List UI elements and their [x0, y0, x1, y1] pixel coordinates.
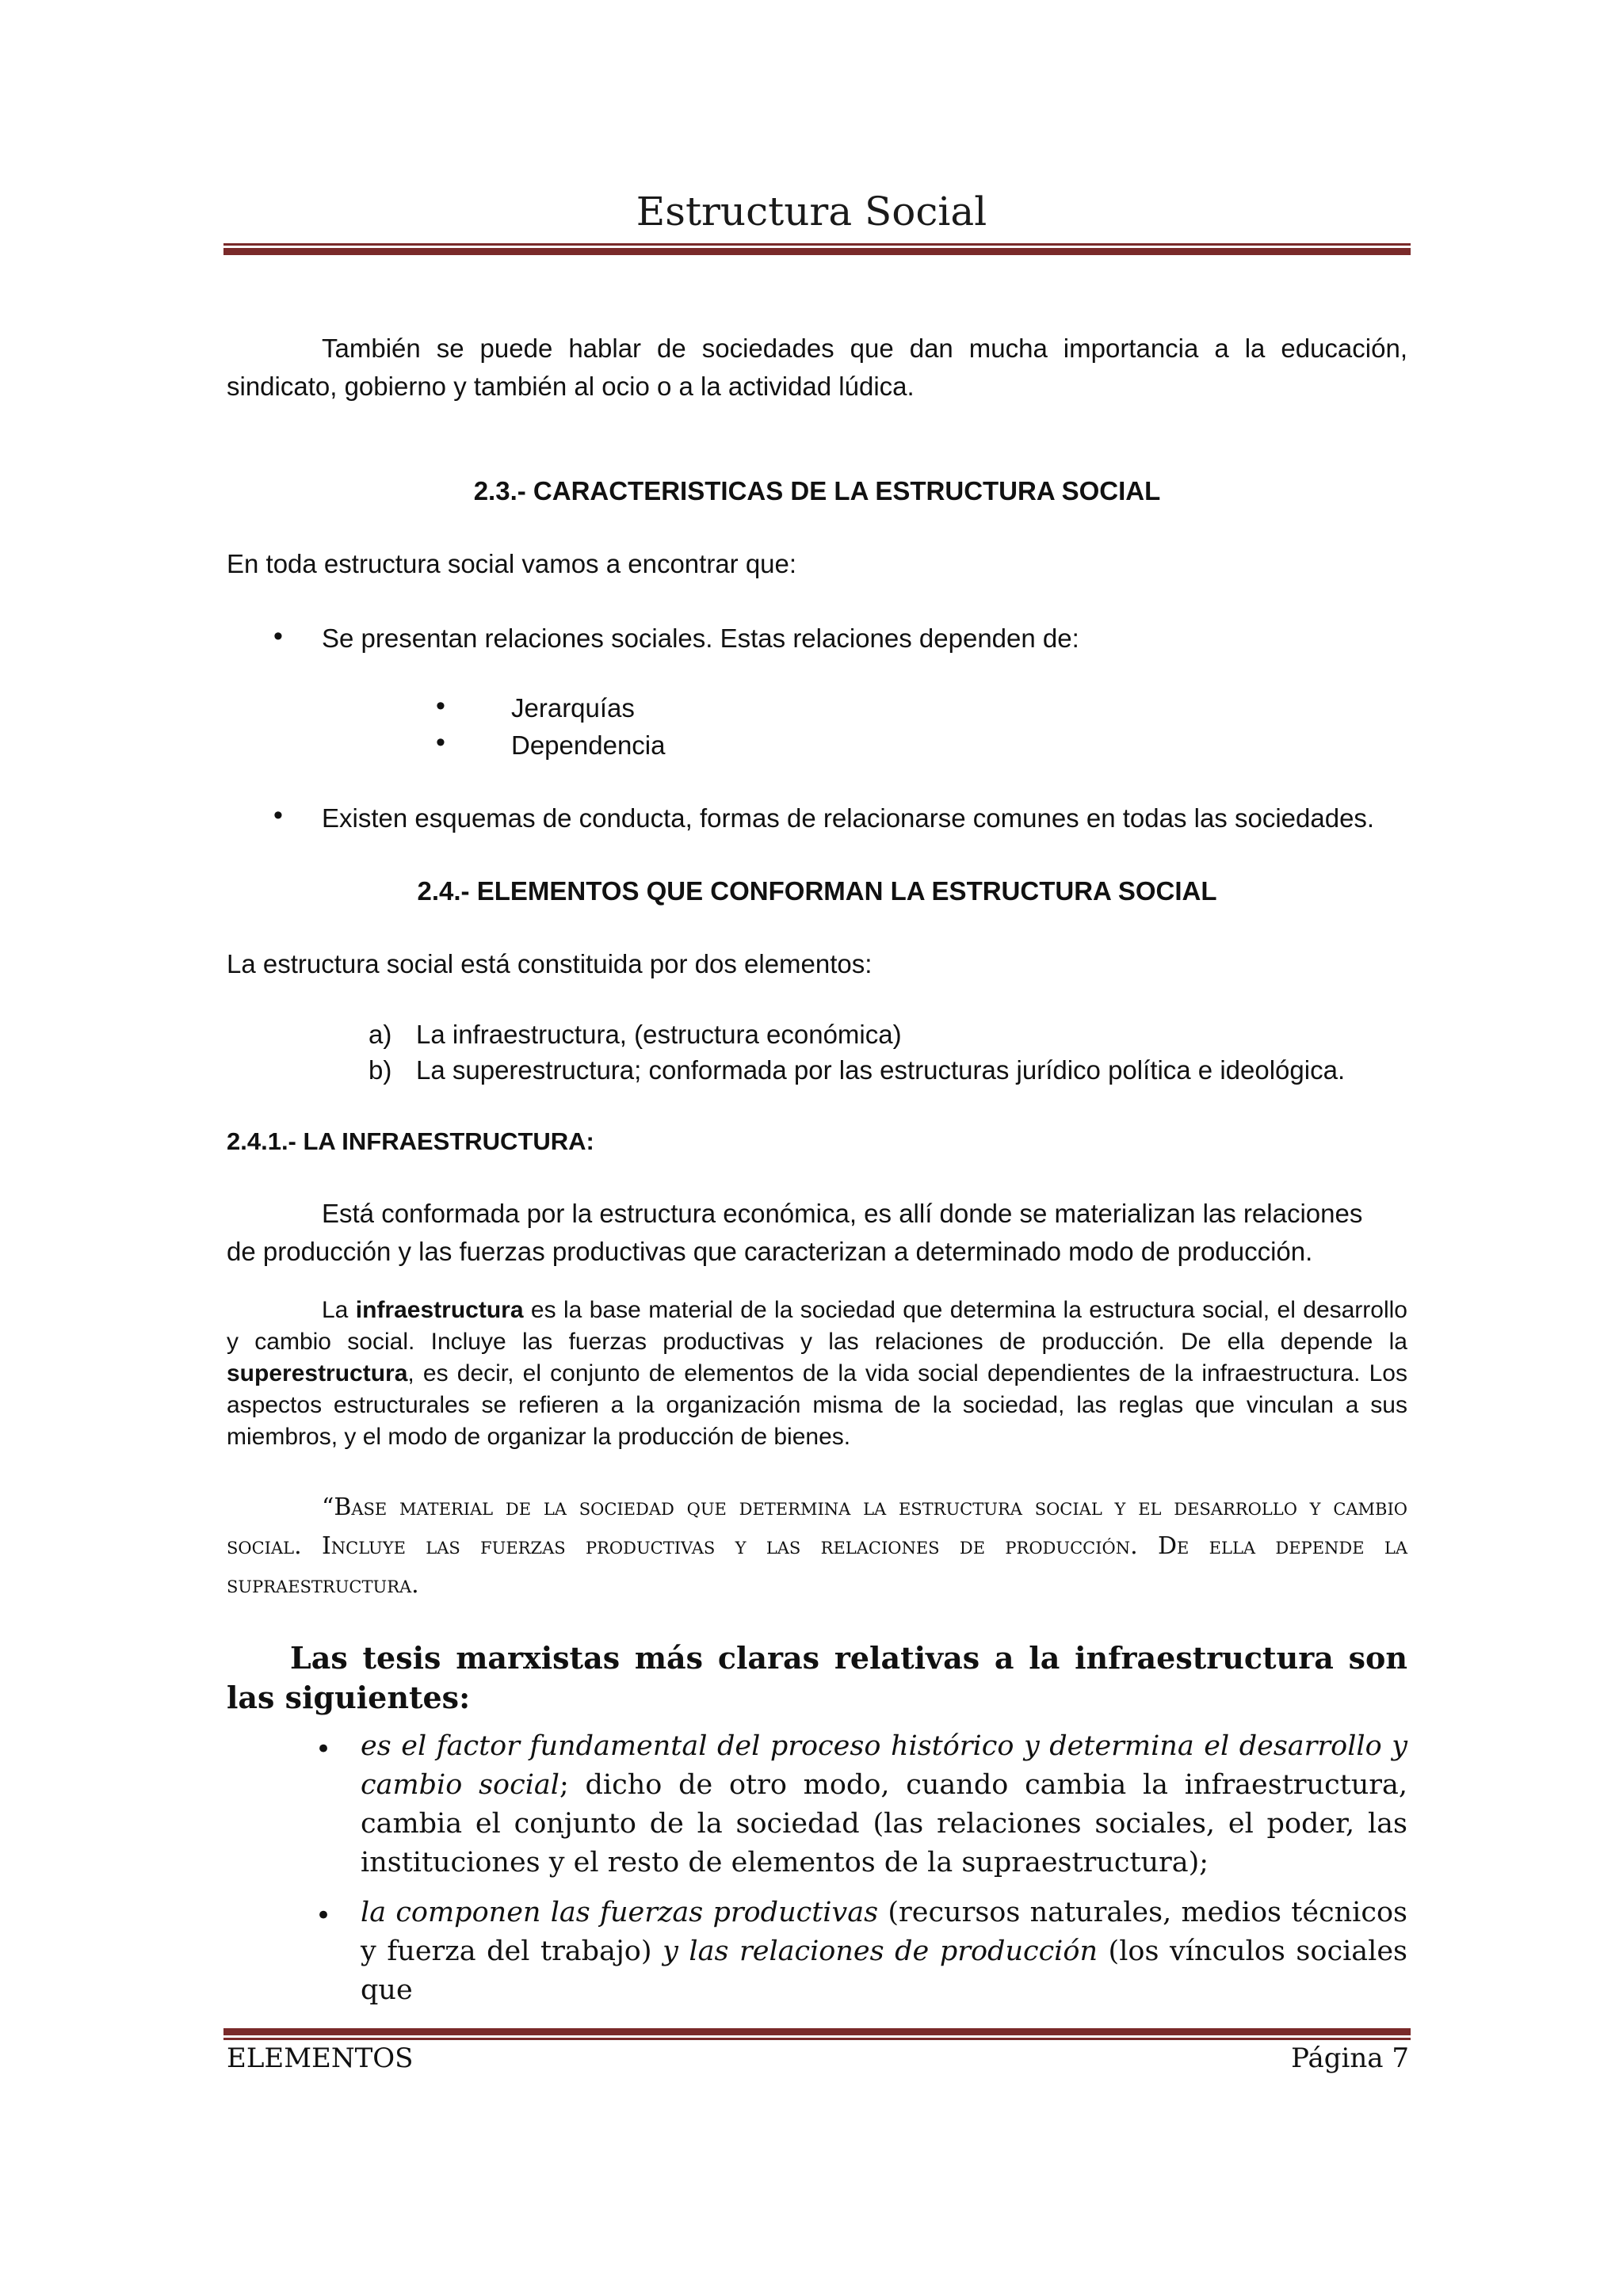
theses-bullet-2 [361, 1894, 1407, 2010]
thesis-2-italic-2: y las relaciones de producción [651, 1936, 1098, 1967]
thesis-2-text-1: (recursos naturales, medios técnicos y fuerza del trabajo) [361, 1897, 1407, 1967]
bullet-dot: • [273, 800, 283, 830]
p2-bold-infraestructura: infraestructura [355, 1297, 524, 1323]
p2-text: La [322, 1297, 356, 1323]
theses-heading: Las tesis marxistas más claras relativas a la infraestructura son las siguientes: [227, 1640, 1407, 1715]
intro-paragraph: También se puede hablar de sociedades que dan mucha importancia a la educación, sindicato, gobierno y también al ocio o a la actividad lúdica. [227, 334, 1407, 401]
section-2-3-bullet-2: Existen esquemas de conducta, formas de relacionarse comunes en todas las sociedades. [322, 803, 1375, 833]
p2-text: , es decir, el conjunto de elementos de la vida social dependientes de la infraestructura. Los aspectos estructurales se refieren a la organización misma de la sociedad, las reglas que vinculan a sus miembros, y el modo de organizar la producción de bienes. [227, 1360, 1407, 1450]
list-item-infraestructura: La infraestructura, (estructura económica) [416, 1020, 902, 1049]
section-2-3-lead: En toda estructura social vamos a encontrar que: [227, 549, 797, 578]
section-2-3-heading: 2.3.- CARACTERISTICAS DE LA ESTRUCTURA SOCIAL [473, 476, 1161, 505]
thesis-1-italic: es el factor fundamental del proceso histórico y determina el desarrollo y cambio social [361, 1730, 1407, 1801]
sub-bullet-dot: • [436, 727, 445, 757]
list-marker-b: b) [369, 1055, 392, 1085]
header-rule-thick [223, 248, 1411, 255]
list-item-superestructura: La superestructura; conformada por las estructuras jurídico política e ideológica. [416, 1055, 1346, 1085]
list-marker-a: a) [369, 1020, 392, 1049]
footer-section-label: ELEMENTOS [227, 2042, 414, 2074]
section-2-4-1-heading: 2.4.1.- LA INFRAESTRUCTURA: [227, 1127, 594, 1155]
header-rule-thin [223, 243, 1411, 246]
section-2-4-heading: 2.4.- ELEMENTOS QUE CONFORMAN LA ESTRUCTURA SOCIAL [417, 876, 1217, 906]
footer-page-number: Página 7 [1291, 2042, 1409, 2074]
sub-item-dependencia: Dependencia [511, 730, 666, 760]
header-title: Estructura Social [636, 189, 987, 235]
bullet-dot: • [273, 621, 283, 651]
thesis-2-text-2: (los vínculos sociales que [361, 1936, 1408, 2006]
thesis-2-italic-1: la componen las fuerzas productivas [361, 1897, 879, 1928]
sub-item-jerarquias: Jerarquías [511, 693, 635, 723]
infra-quote: “Base material de la sociedad que determina la estructura social y el desarrollo y cambio social. Incluye las fuerzas productivas y las relaciones de producción. De ella depende la supraestructura. [227, 1493, 1407, 1599]
footer-rule-thick [223, 2028, 1411, 2035]
section-2-3-bullet-1: Se presentan relaciones sociales. Estas relaciones dependen de: [322, 624, 1079, 653]
bullet-dot: • [315, 1733, 332, 1765]
theses-bullet-1 [361, 1727, 1407, 1882]
footer-rule-thin [223, 2038, 1411, 2040]
infra-paragraph-1: Está conformada por la estructura económica, es allí donde se materializan las relaciones de producción y las fuerzas productivas que caracterizan a determinado modo de producción. [227, 1199, 1363, 1266]
infra-paragraph-2 [227, 1295, 1407, 1453]
p2-text: es la base material de la sociedad que determina la estructura social, el desarrollo y cambio social. Incluye las fuerzas productivas y las relaciones de producción. De ella depende la [227, 1297, 1407, 1355]
section-2-4-lead: La estructura social está constituida por dos elementos: [227, 949, 873, 978]
bullet-dot: • [315, 1900, 332, 1932]
p2-bold-superestructura: superestructura [227, 1360, 408, 1386]
sub-bullet-dot: • [436, 691, 445, 721]
thesis-1-text: ; dicho de otro modo, cuando cambia la infraestructura, cambia el conjunto de la sociedad (las relaciones sociales, el poder, las instituciones y el resto de elementos de la supraestructura); [361, 1769, 1407, 1878]
